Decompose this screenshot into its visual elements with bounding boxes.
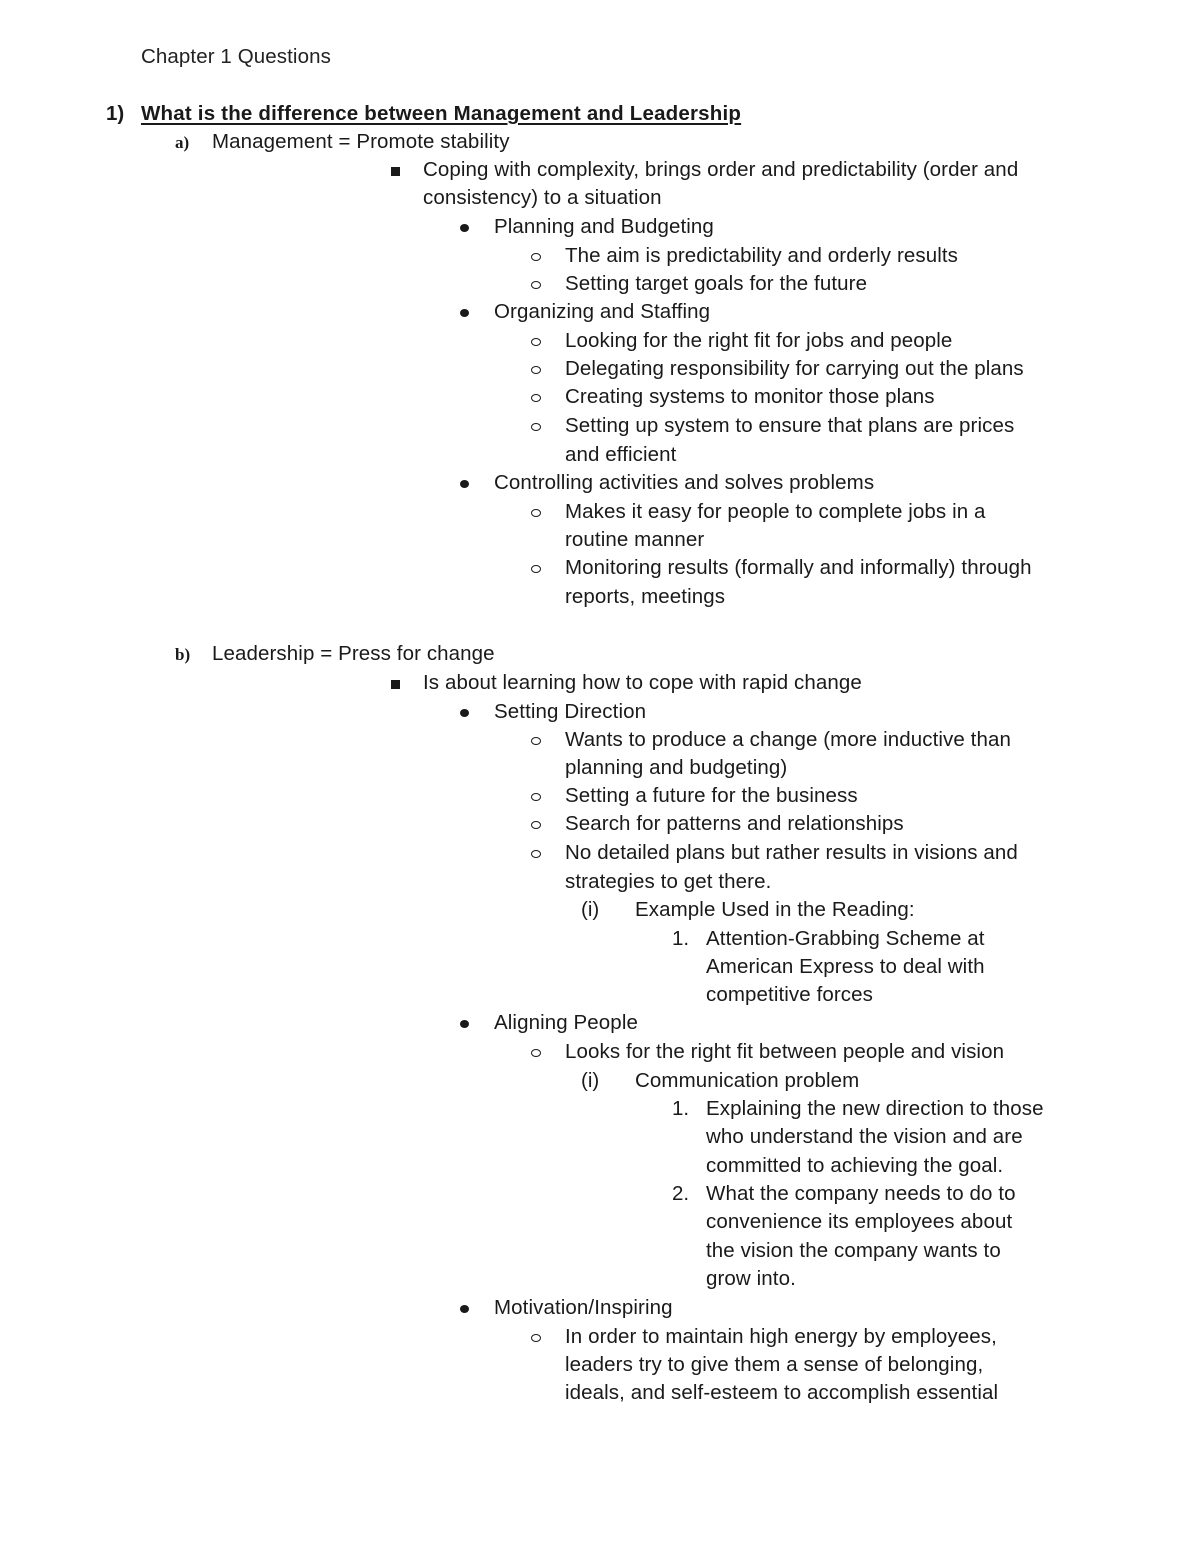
ring-bullet bbox=[531, 565, 541, 573]
list-marker-a: a) bbox=[175, 133, 190, 152]
ring-bullet bbox=[531, 793, 541, 801]
list-item-line-1: In order to maintain high energy by employees, bbox=[565, 1325, 997, 1348]
numbered-item-line-4: grow into. bbox=[706, 1267, 796, 1290]
square-bullet bbox=[391, 167, 400, 176]
numbered-item-line-1: Attention-Grabbing Scheme at bbox=[706, 927, 985, 950]
management-summary-line-2: consistency) to a situation bbox=[423, 186, 662, 209]
list-item: Setting a future for the business bbox=[565, 784, 858, 807]
list-item: Delegating responsibility for carrying out the plans bbox=[565, 357, 1024, 380]
numbered-item-line-1: What the company needs to do to bbox=[706, 1182, 1016, 1205]
list-item: Creating systems to monitor those plans bbox=[565, 385, 935, 408]
sub-item-label: Example Used in the Reading: bbox=[635, 898, 915, 921]
controlling-label: Controlling activities and solves problems bbox=[494, 471, 875, 494]
list-item: Search for patterns and relationships bbox=[565, 812, 904, 835]
ring-bullet bbox=[531, 509, 541, 517]
list-item-line-2: and efficient bbox=[565, 443, 677, 466]
numbered-item-line-3: competitive forces bbox=[706, 983, 874, 1006]
ring-bullet bbox=[531, 366, 541, 374]
list-item-line-2: planning and budgeting) bbox=[565, 756, 788, 779]
ring-bullet bbox=[531, 338, 541, 346]
list-item-line-2: routine manner bbox=[565, 528, 705, 551]
ring-bullet bbox=[531, 850, 541, 858]
ring-bullet bbox=[531, 821, 541, 829]
ring-bullet bbox=[531, 253, 541, 261]
numbered-marker: 2. bbox=[672, 1182, 690, 1205]
ring-bullet bbox=[531, 1334, 541, 1342]
numbered-item-line-3: committed to achieving the goal. bbox=[706, 1154, 1004, 1177]
sub-item-label: Communication problem bbox=[635, 1069, 860, 1092]
dot-bullet bbox=[460, 709, 469, 717]
motivation-label: Motivation/Inspiring bbox=[494, 1296, 673, 1319]
numbered-item-line-1: Explaining the new direction to those bbox=[706, 1097, 1044, 1120]
direction-label: Setting Direction bbox=[494, 700, 647, 723]
list-item-line-1: Setting up system to ensure that plans are prices bbox=[565, 414, 1015, 437]
numbered-item-line-2: American Express to deal with bbox=[706, 955, 985, 978]
planning-label: Planning and Budgeting bbox=[494, 215, 714, 238]
dot-bullet bbox=[460, 224, 469, 232]
ring-bullet bbox=[531, 1049, 541, 1057]
dot-bullet bbox=[460, 1020, 469, 1028]
dot-bullet bbox=[460, 480, 469, 488]
list-item-line-2: strategies to get there. bbox=[565, 870, 772, 893]
list-item-line-3: ideals, and self-esteem to accomplish essential bbox=[565, 1381, 999, 1404]
numbered-item-line-2: convenience its employees about bbox=[706, 1210, 1013, 1233]
roman-marker: (i) bbox=[581, 898, 600, 921]
management-summary-line-1: Coping with complexity, brings order and predictability (order and bbox=[423, 158, 1019, 181]
list-item-line-1: Wants to produce a change (more inductive than bbox=[565, 728, 1011, 751]
dot-bullet bbox=[460, 1305, 469, 1313]
list-item-line-1: Monitoring results (formally and informally) through bbox=[565, 556, 1032, 579]
list-item: Looking for the right fit for jobs and people bbox=[565, 329, 953, 352]
leadership-label: Leadership = Press for change bbox=[212, 642, 495, 665]
page-title: Chapter 1 Questions bbox=[141, 45, 331, 68]
list-item: Looks for the right fit between people and vision bbox=[565, 1040, 1005, 1063]
management-label: Management = Promote stability bbox=[212, 130, 510, 153]
ring-bullet bbox=[531, 423, 541, 431]
question-number: 1) bbox=[106, 102, 125, 125]
numbered-item-line-3: the vision the company wants to bbox=[706, 1239, 1001, 1262]
list-marker-b: b) bbox=[175, 645, 191, 664]
roman-marker: (i) bbox=[581, 1069, 600, 1092]
list-item: Setting target goals for the future bbox=[565, 272, 868, 295]
organizing-label: Organizing and Staffing bbox=[494, 300, 711, 323]
numbered-marker: 1. bbox=[672, 1097, 690, 1120]
aligning-label: Aligning People bbox=[494, 1011, 638, 1034]
square-bullet bbox=[391, 680, 400, 689]
numbered-item-line-2: who understand the vision and are bbox=[706, 1125, 1023, 1148]
numbered-marker: 1. bbox=[672, 927, 690, 950]
list-item-line-2: leaders try to give them a sense of belonging, bbox=[565, 1353, 984, 1376]
question-heading: What is the difference between Management and Leadership bbox=[141, 102, 742, 125]
list-item-line-1: No detailed plans but rather results in visions and bbox=[565, 841, 1018, 864]
ring-bullet bbox=[531, 737, 541, 745]
list-item-line-1: Makes it easy for people to complete jobs in a bbox=[565, 500, 986, 523]
ring-bullet bbox=[531, 281, 541, 289]
ring-bullet bbox=[531, 394, 541, 402]
list-item-line-2: reports, meetings bbox=[565, 585, 726, 608]
dot-bullet bbox=[460, 309, 469, 317]
list-item: The aim is predictability and orderly results bbox=[565, 244, 959, 267]
leadership-summary: Is about learning how to cope with rapid change bbox=[423, 671, 862, 694]
